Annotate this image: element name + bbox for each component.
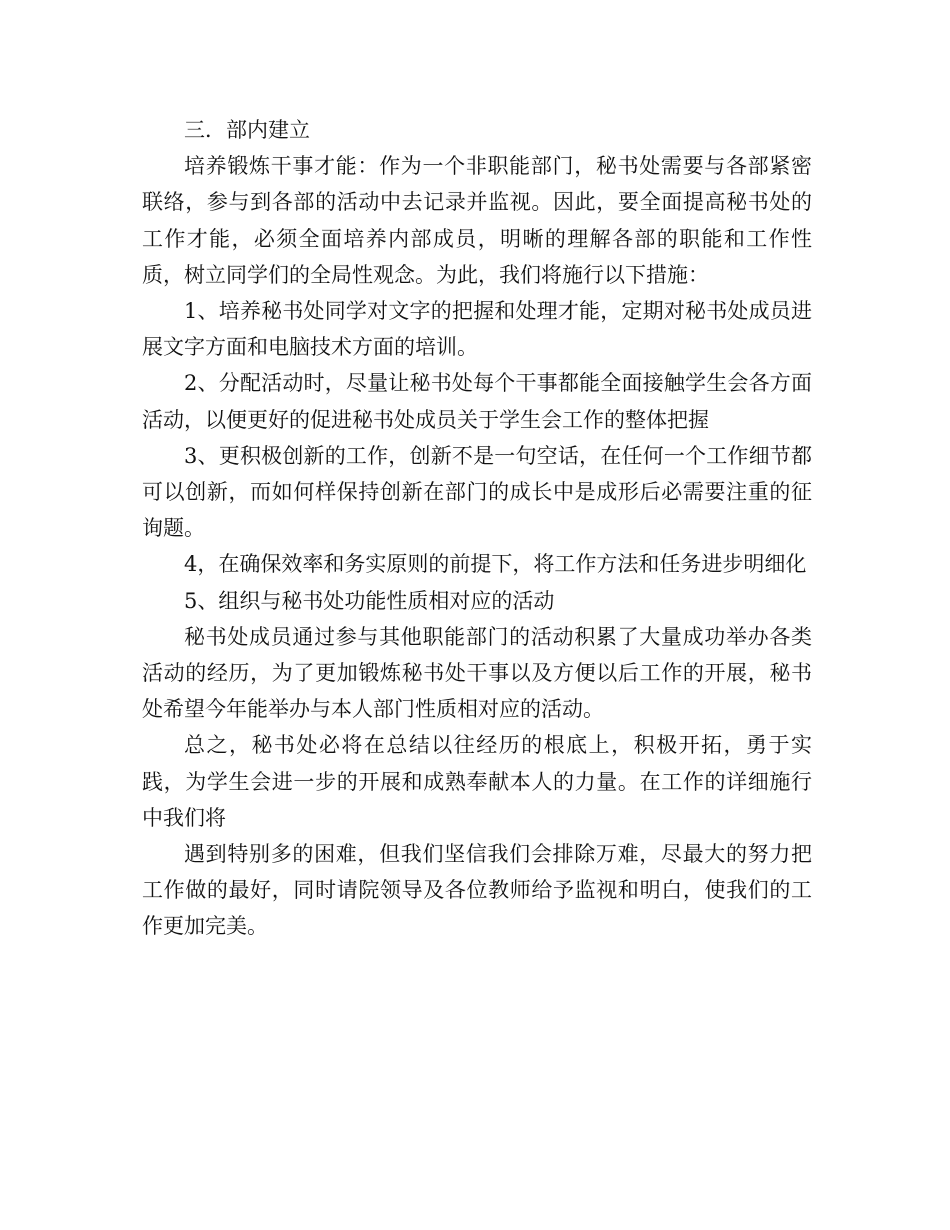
- document-body: [142, 112, 812, 945]
- section-heading: 三．部内建立: [184, 118, 310, 142]
- paragraph-summary: 总之，秘书处必将在总结以往经历的根底上，积极开拓，勇于实践，为学生会进一步的开展和成熟奉献本人的力量。在工作的详细施行中我们将: [142, 733, 812, 830]
- list-item-2: 2、分配活动时，尽量让秘书处每个干事都能全面接触学生会各方面活动，以便更好的促进秘书处成员关于学生会工作的整体把握: [142, 371, 812, 432]
- list-item-1: 1、培养秘书处同学对文字的把握和处理才能，定期对秘书处成员进展文字方面和电脑技术方面的培训。: [142, 299, 812, 360]
- list-item-3: 3、更积极创新的工作，创新不是一句空话，在任何一个工作细节都可以创新，而如何样保持创新在部门的成长中是成形后必需要注重的征询题。: [142, 443, 812, 541]
- list-item-4: 4，在确保效率和务实原则的前提下，将工作方法和任务进步明细化: [184, 552, 807, 577]
- paragraph-closing: 遇到特别多的困难，但我们坚信我们会排除万难，尽最大的努力把工作做的最好，同时请院领导及各位教师给予监视和明白，使我们的工作更加完美。: [142, 842, 812, 939]
- paragraph-activities: 秘书处成员通过参与其他职能部门的活动积累了大量成功举办各类活动的经历，为了更加锻炼秘书处干事以及方便以后工作的开展，秘书处希望今年能举办与本人部门性质相对应的活动。: [142, 624, 812, 722]
- list-item-5: 5、组织与秘书处功能性质相对应的活动: [184, 588, 555, 613]
- paragraph-intro: 培养锻炼干事才能：作为一个非职能部门，秘书处需要与各部紧密联络，参与到各部的活动中去记录并监视。因此，要全面提高秘书处的工作才能，必须全面培养内部成员，明晰的理解各部的职能和工作性质，树立同学们的全局性观念。为此，我们将施行以下措施：: [142, 154, 812, 287]
